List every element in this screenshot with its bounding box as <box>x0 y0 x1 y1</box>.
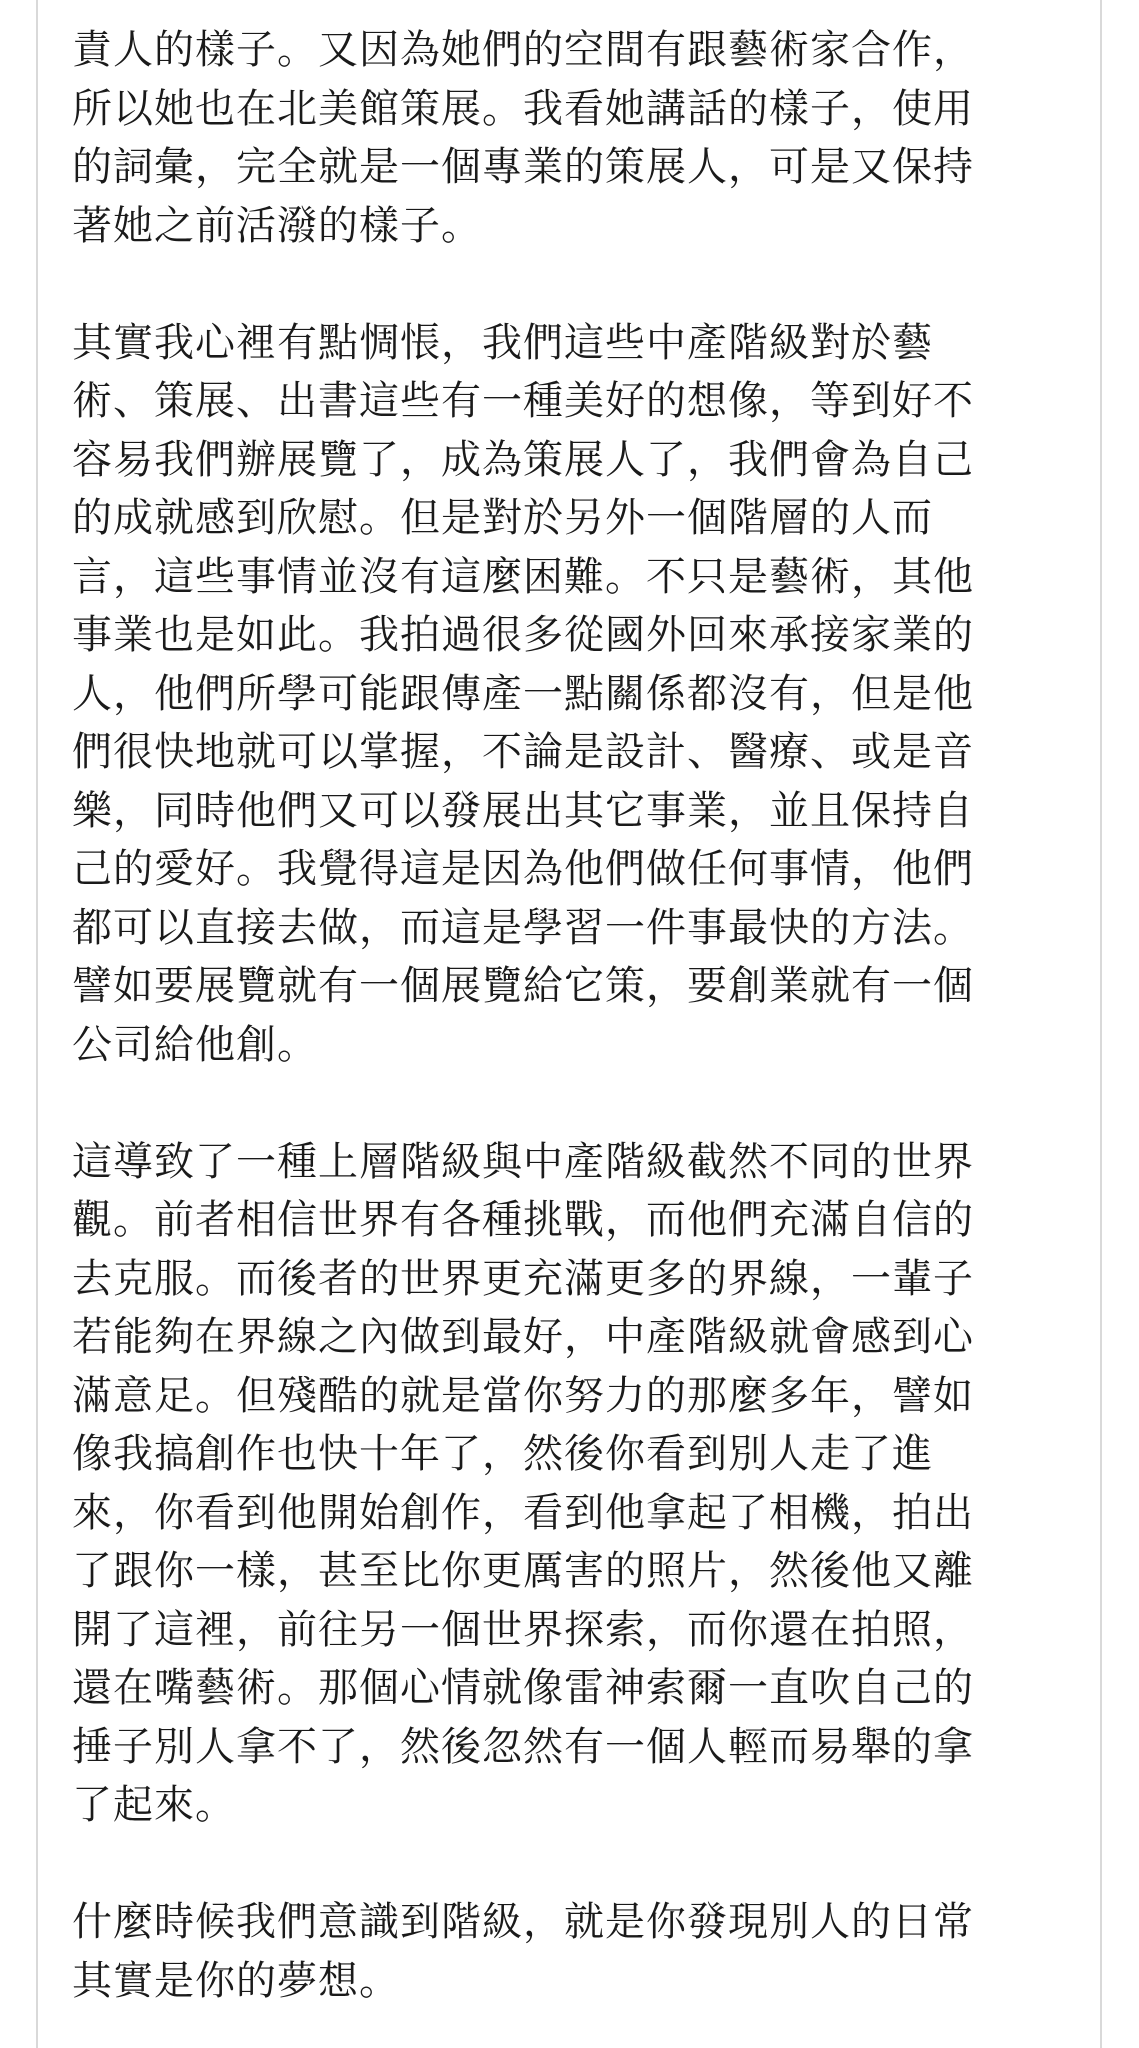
paragraph-3 <box>72 1133 1072 1835</box>
text-line: 了跟你一樣，甚至比你更厲害的照片，然後他又離 <box>72 1548 974 1594</box>
text-line: 言，這些事情並沒有這麼困難。不只是藝術，其他 <box>72 553 974 600</box>
paragraph-spacer <box>72 255 1072 314</box>
text-line: 著她之前活潑的樣子。 <box>72 202 482 249</box>
text-line: 還在嘴藝術。那個心情就像雷神索爾一直吹自己的 <box>72 1665 974 1711</box>
text-line: 公司給他創。 <box>72 1021 318 1068</box>
text-line: 什麼時候我們意識到階級，就是你發現別人的日常 <box>72 1899 974 1945</box>
text-line: 的詞彙，完全就是一個專業的策展人，可是又保持 <box>72 144 974 190</box>
text-line: 們很快地就可以掌握，不論是設計、醫療、或是音 <box>72 729 974 775</box>
text-line: 責人的樣子。又因為她們的空間有跟藝術家合作， <box>72 27 974 73</box>
text-line: 都可以直接去做，而這是學習一件事最快的方法。 <box>72 904 974 951</box>
text-line: 若能夠在界線之內做到最好，中產階級就會感到心 <box>72 1314 974 1360</box>
text-line: 所以她也在北美館策展。我看她講話的樣子，使用 <box>72 85 974 132</box>
text-line: 其實我心裡有點惆悵，我們這些中產階級對於藝 <box>72 319 933 366</box>
paragraph-4 <box>72 1893 1072 2010</box>
text-line: 捶子別人拿不了，然後忽然有一個人輕而易舉的拿 <box>72 1723 974 1770</box>
paragraph-1 <box>72 21 1072 255</box>
paragraph-spacer <box>72 1835 1072 1894</box>
article-body <box>72 21 1072 2010</box>
text-line: 像我搞創作也快十年了，然後你看到別人走了進 <box>72 1431 933 1477</box>
text-line: 容易我們辦展覽了，成為策展人了，我們會為自己 <box>72 436 974 483</box>
text-line: 觀。前者相信世界有各種挑戰，而他們充滿自信的 <box>72 1197 974 1243</box>
text-line: 的成就感到欣慰。但是對於另外一個階層的人而 <box>72 495 933 541</box>
text-line: 己的愛好。我覺得這是因為他們做任何事情，他們 <box>72 846 974 892</box>
text-line: 譬如要展覽就有一個展覽給它策，要創業就有一個 <box>72 963 974 1009</box>
text-line: 開了這裡，前往另一個世界探索，而你還在拍照， <box>72 1606 974 1653</box>
text-line: 其實是你的夢想。 <box>72 1957 400 2004</box>
text-line: 這導致了一種上層階級與中產階級截然不同的世界 <box>72 1138 974 1185</box>
text-line: 了起來。 <box>72 1782 236 1828</box>
text-line: 去克服。而後者的世界更充滿更多的界線，一輩子 <box>72 1255 974 1302</box>
paragraph-2 <box>72 314 1072 1075</box>
text-line: 人，他們所學可能跟傳產一點關係都沒有，但是他 <box>72 670 974 717</box>
text-line: 樂，同時他們又可以發展出其它事業，並且保持自 <box>72 787 974 834</box>
text-line: 來，你看到他開始創作，看到他拿起了相機，拍出 <box>72 1489 974 1536</box>
text-line: 滿意足。但殘酷的就是當你努力的那麼多年，譬如 <box>72 1372 974 1419</box>
text-line: 術、策展、出書這些有一種美好的想像，等到好不 <box>72 378 974 424</box>
paragraph-spacer <box>72 1074 1072 1133</box>
text-line: 事業也是如此。我拍過很多從國外回來承接家業的 <box>72 612 974 658</box>
